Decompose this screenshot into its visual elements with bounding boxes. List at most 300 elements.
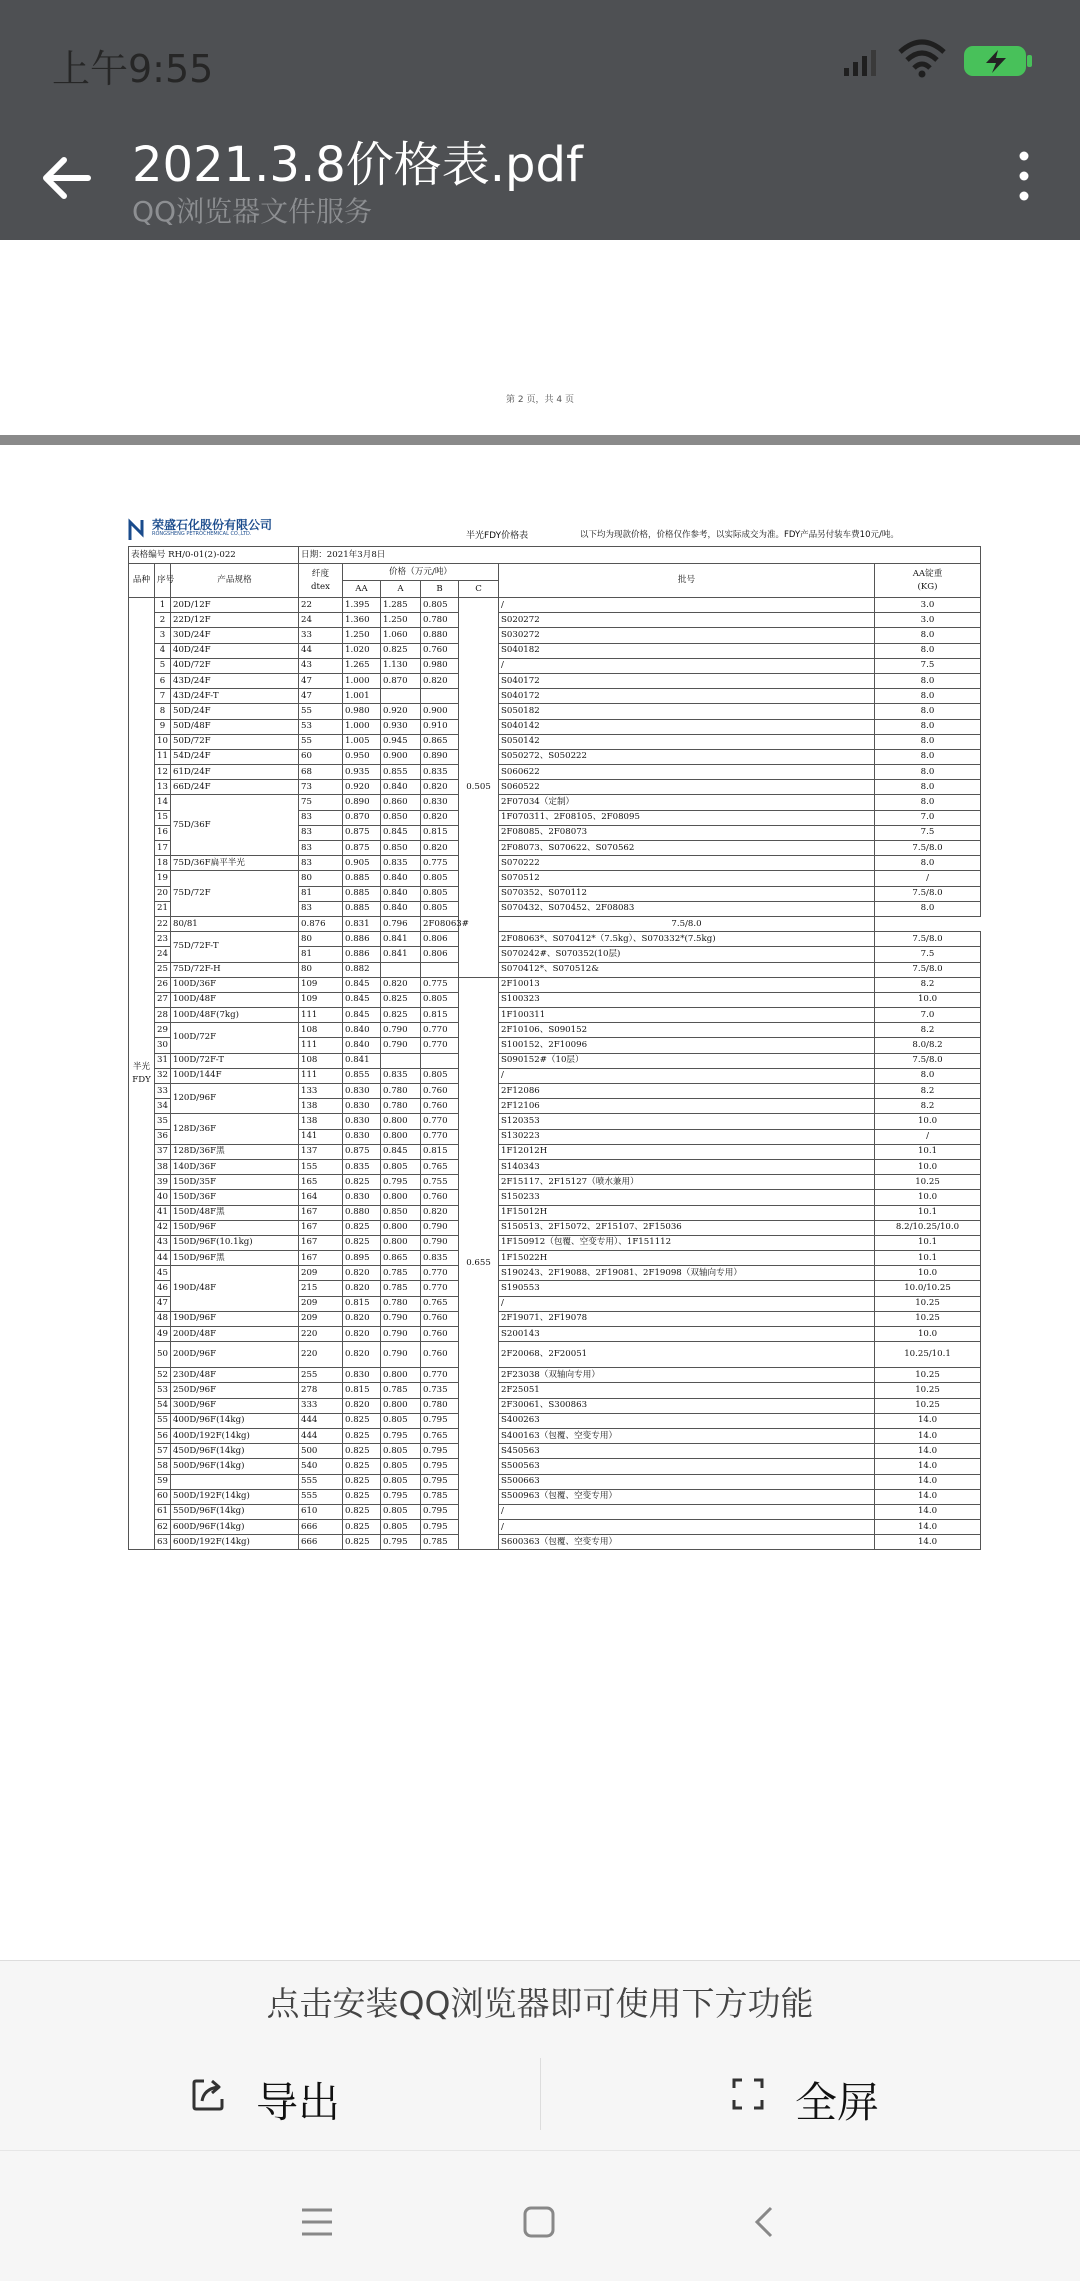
price-aa: 0.815 <box>343 1296 381 1311</box>
table-row <box>129 1144 981 1159</box>
price-aa: 0.875 <box>343 825 381 840</box>
table-row <box>129 780 981 795</box>
aa-weight: 8.0/8.2 <box>875 1038 981 1053</box>
batch-number: 2F08063*、S070412*（7.5kg）、S070332*(7.5kg) <box>499 932 875 947</box>
price-b: 0.770 <box>421 1368 459 1383</box>
fineness-dtex: 137 <box>299 1144 343 1159</box>
variety-cell: 半光 FDY <box>129 598 155 1550</box>
table-meta-row <box>129 547 981 564</box>
fineness-dtex: 167 <box>299 1251 343 1266</box>
price-aa: 1.250 <box>343 628 381 643</box>
row-number: 31 <box>155 1053 171 1068</box>
price-aa: 1.005 <box>343 734 381 749</box>
fineness-dtex: 73 <box>299 780 343 795</box>
export-button[interactable] <box>0 2050 540 2140</box>
aa-weight: 14.0 <box>875 1535 981 1550</box>
menu-icon[interactable] <box>300 2207 334 2237</box>
product-spec: 100D/48F(7kg) <box>171 1008 299 1023</box>
price-aa: 0.820 <box>343 1398 381 1413</box>
row-number: 33 <box>155 1084 171 1099</box>
product-spec: 128D/36F <box>171 1114 299 1144</box>
row-number: 50 <box>155 1342 171 1368</box>
price-a: 0.841 <box>381 947 421 962</box>
table-row <box>129 658 981 673</box>
fineness-dtex: 108 <box>299 1023 343 1038</box>
aa-weight: 14.0 <box>875 1428 981 1443</box>
row-number: 29 <box>155 1023 171 1038</box>
price-aa: 0.820 <box>343 1281 381 1296</box>
product-spec: 500D/192F(14kg) <box>171 1489 299 1504</box>
price-b: 0.835 <box>421 1251 459 1266</box>
price-b: 0.760 <box>421 1327 459 1342</box>
header-fineness-label: 纤度 <box>311 568 330 579</box>
header-weight-unit: (KG) <box>917 581 938 592</box>
price-b: 0.820 <box>421 780 459 795</box>
price-b: 0.865 <box>421 734 459 749</box>
page-indicator: 第 2 页，共 4 页 <box>506 395 574 405</box>
fineness-dtex: 220 <box>299 1342 343 1368</box>
price-aa: 0.830 <box>343 1129 381 1144</box>
price-a: 0.780 <box>381 1099 421 1114</box>
product-spec: 66D/24F <box>171 780 299 795</box>
batch-number: / <box>499 658 875 673</box>
aa-weight: 10.25/10.1 <box>875 1342 981 1368</box>
price-a: 0.835 <box>381 856 421 871</box>
table-row <box>129 1235 981 1250</box>
header-weight <box>875 564 981 598</box>
date-cell <box>299 547 981 564</box>
product-spec: 100D/144F <box>171 1068 299 1083</box>
aa-weight: 7.0 <box>875 1008 981 1023</box>
product-spec: 450D/96F(14kg) <box>171 1444 299 1459</box>
product-spec: 40D/24F <box>171 643 299 658</box>
row-number: 59 <box>155 1474 171 1489</box>
table-row <box>129 1520 981 1535</box>
price-b: 0.805 <box>421 886 459 901</box>
price-b: 0.796 <box>381 916 421 931</box>
batch-number: S040182 <box>499 643 875 658</box>
price-aa: 0.870 <box>343 810 381 825</box>
batch-number: S070412*、S070512& <box>499 962 875 977</box>
batch-number: S040142 <box>499 719 875 734</box>
price-document <box>128 512 980 1550</box>
aa-weight: 8.2 <box>875 1099 981 1114</box>
price-a: 0.840 <box>381 780 421 795</box>
price-b: 0.795 <box>421 1413 459 1428</box>
batch-number: 2F23038（双轴向专用） <box>499 1368 875 1383</box>
batch-number: S090152#（10层） <box>499 1053 875 1068</box>
aa-weight: 10.25 <box>875 1296 981 1311</box>
row-number: 13 <box>155 780 171 795</box>
table-row <box>129 704 981 719</box>
table-row <box>129 1205 981 1220</box>
price-aa: 0.830 <box>343 1190 381 1205</box>
price-a: 0.870 <box>381 673 421 688</box>
table-row <box>129 613 981 628</box>
fineness-dtex: 141 <box>299 1129 343 1144</box>
table-row <box>129 1023 981 1038</box>
header-dtex: dtex <box>311 581 330 592</box>
price-b: 0.815 <box>421 1144 459 1159</box>
price-aa: 0.825 <box>343 1444 381 1459</box>
fineness-dtex: 278 <box>299 1383 343 1398</box>
fineness-dtex: 133 <box>299 1084 343 1099</box>
product-spec: 150D/96F(10.1kg) <box>171 1235 299 1250</box>
product-spec: 500D/96F(14kg) <box>171 1459 299 1474</box>
product-spec: 100D/72F <box>171 1023 299 1053</box>
batch-number: 2F20068、2F20051 <box>499 1342 875 1368</box>
table-row <box>129 1428 981 1443</box>
table-row <box>129 1398 981 1413</box>
aa-weight: 8.0 <box>875 795 981 810</box>
aa-weight: 3.0 <box>875 598 981 613</box>
product-spec: 30D/24F <box>171 628 299 643</box>
table-row <box>129 1084 981 1099</box>
install-prompt[interactable]: 点击安装QQ浏览器即可使用下方功能 <box>266 1984 814 2023</box>
row-number: 56 <box>155 1428 171 1443</box>
row-number: 5 <box>155 658 171 673</box>
row-number: 27 <box>155 992 171 1007</box>
batch-number: 2F08085、2F08073 <box>499 825 875 840</box>
price-a: 0.790 <box>381 1311 421 1326</box>
row-number: 1 <box>155 598 171 613</box>
aa-weight: 8.0 <box>875 673 981 688</box>
product-spec: 230D/48F <box>171 1368 299 1383</box>
table-row <box>129 932 981 947</box>
fineness-dtex: 540 <box>299 1459 343 1474</box>
price-aa: 0.825 <box>343 1428 381 1443</box>
price-aa: 0.825 <box>343 1520 381 1535</box>
batch-number: 2F10106、S090152 <box>499 1023 875 1038</box>
table-row <box>129 643 981 658</box>
fineness-dtex: 164 <box>299 1190 343 1205</box>
table-row <box>129 1266 981 1281</box>
batch-number: S040172 <box>499 673 875 688</box>
row-number: 34 <box>155 1099 171 1114</box>
price-aa: 0.885 <box>343 901 381 916</box>
row-number: 22 <box>155 916 171 931</box>
wifi-icon <box>896 38 948 78</box>
row-number: 38 <box>155 1159 171 1174</box>
aa-weight: 8.0 <box>875 689 981 704</box>
back-icon[interactable] <box>752 2205 776 2239</box>
table-row <box>129 1190 981 1205</box>
aa-weight: 7.5 <box>875 658 981 673</box>
row-number: 32 <box>155 1068 171 1083</box>
table-row <box>129 992 981 1007</box>
fullscreen-button[interactable] <box>541 2050 1080 2140</box>
batch-number: S500663 <box>499 1474 875 1489</box>
fineness-dtex: 220 <box>299 1327 343 1342</box>
price-aa: 0.815 <box>343 1383 381 1398</box>
product-spec: 50D/72F <box>171 734 299 749</box>
table-row <box>129 1504 981 1519</box>
fineness-dtex: 155 <box>299 1159 343 1174</box>
fineness-dtex: 80/81 <box>171 916 299 931</box>
header-grade-c: C <box>459 581 499 598</box>
aa-weight: 8.0 <box>875 780 981 795</box>
row-number: 37 <box>155 1144 171 1159</box>
aa-weight: 8.0 <box>875 734 981 749</box>
price-a: 0.805 <box>381 1444 421 1459</box>
price-aa: 0.825 <box>343 1235 381 1250</box>
price-a: 0.800 <box>381 1129 421 1144</box>
price-aa: 0.845 <box>343 992 381 1007</box>
batch-number: / <box>499 598 875 613</box>
system-nav-bar <box>0 2150 1080 2281</box>
batch-number: S130223 <box>499 1129 875 1144</box>
price-a: 0.800 <box>381 1368 421 1383</box>
price-a: 0.800 <box>381 1190 421 1205</box>
price-b: 0.820 <box>421 1205 459 1220</box>
batch-number: 2F12086 <box>499 1084 875 1099</box>
aa-weight: 10.0 <box>875 1327 981 1342</box>
batch-number: / <box>499 1296 875 1311</box>
price-a: 1.285 <box>381 598 421 613</box>
fineness-dtex: 80 <box>299 962 343 977</box>
aa-weight: 8.0 <box>875 1068 981 1083</box>
price-a <box>381 689 421 704</box>
aa-weight: 14.0 <box>875 1489 981 1504</box>
fineness-dtex: 80 <box>299 932 343 947</box>
price-b: 0.815 <box>421 1008 459 1023</box>
aa-weight: 7.5/8.0 <box>875 886 981 901</box>
table-row <box>129 1159 981 1174</box>
batch-number: 1F070311、2F08105、2F08095 <box>499 810 875 825</box>
row-number: 12 <box>155 765 171 780</box>
price-aa: 0.820 <box>343 1327 381 1342</box>
aa-weight: 8.2/10.25/10.0 <box>875 1220 981 1235</box>
header-weight-label: AA锭重 <box>912 568 943 579</box>
fineness-dtex: 500 <box>299 1444 343 1459</box>
price-a: 0.795 <box>381 1175 421 1190</box>
batch-number: S070352、S070112 <box>499 886 875 901</box>
fineness-dtex: 83 <box>299 841 343 856</box>
batch-number: S050142 <box>499 734 875 749</box>
row-number: 61 <box>155 1504 171 1519</box>
date-label: 日期： <box>301 549 327 560</box>
price-b: 0.805 <box>421 598 459 613</box>
aa-weight: 8.2 <box>875 1023 981 1038</box>
product-spec <box>171 1474 299 1489</box>
product-spec: 300D/96F <box>171 1398 299 1413</box>
table-row <box>129 1220 981 1235</box>
batch-number: S450563 <box>499 1444 875 1459</box>
fineness-dtex: 83 <box>299 856 343 871</box>
row-number: 48 <box>155 1311 171 1326</box>
product-spec: 150D/96F黑 <box>171 1251 299 1266</box>
row-number: 41 <box>155 1205 171 1220</box>
row-number: 28 <box>155 1008 171 1023</box>
aa-weight: 7.5/8.0 <box>875 841 981 856</box>
price-aa: 0.890 <box>343 795 381 810</box>
product-spec: 190D/48F <box>171 1266 299 1312</box>
price-a: 1.250 <box>381 613 421 628</box>
fineness-dtex: 111 <box>299 1068 343 1083</box>
price-b: 0.770 <box>421 1038 459 1053</box>
fineness-dtex: 138 <box>299 1099 343 1114</box>
row-number: 55 <box>155 1413 171 1428</box>
price-b: 0.780 <box>421 613 459 628</box>
batch-number: 2F15117、2F15127（喷水兼用） <box>499 1175 875 1190</box>
batch-number: 2F08073、S070622、S070562 <box>499 841 875 856</box>
price-a: 0.795 <box>381 1489 421 1504</box>
table-header-row <box>129 564 981 581</box>
batch-number: 1F12012H <box>499 1144 875 1159</box>
header-variety: 品种 <box>129 564 155 598</box>
aa-weight: 3.0 <box>875 613 981 628</box>
price-aa: 0.825 <box>343 1535 381 1550</box>
status-time: 上午9:55 <box>52 47 214 91</box>
fineness-dtex: 255 <box>299 1368 343 1383</box>
batch-number: S150233 <box>499 1190 875 1205</box>
price-aa: 0.882 <box>343 962 381 977</box>
price-aa: 0.825 <box>343 1459 381 1474</box>
price-b: 0.805 <box>421 871 459 886</box>
price-a: 1.060 <box>381 628 421 643</box>
price-aa: 0.841 <box>343 1053 381 1068</box>
export-icon <box>190 2077 226 2113</box>
price-aa: 1.001 <box>343 689 381 704</box>
row-number: 25 <box>155 962 171 977</box>
price-a: 0.825 <box>381 1008 421 1023</box>
product-spec: 43D/24F <box>171 673 299 688</box>
aa-weight: 10.0 <box>875 1114 981 1129</box>
price-a <box>381 962 421 977</box>
price-aa: 1.000 <box>343 673 381 688</box>
aa-weight: 8.0 <box>875 719 981 734</box>
back-arrow-icon[interactable] <box>36 148 96 208</box>
aa-weight: 7.5/8.0 <box>875 962 981 977</box>
header-fineness <box>299 564 343 598</box>
price-aa: 0.820 <box>343 1342 381 1368</box>
price-b: 0.765 <box>421 1296 459 1311</box>
product-spec: 140D/36F <box>171 1159 299 1174</box>
fineness-dtex: 167 <box>299 1235 343 1250</box>
header-grade-a: A <box>381 581 421 598</box>
fineness-dtex: 47 <box>299 689 343 704</box>
row-number: 58 <box>155 1459 171 1474</box>
price-a: 0.841 <box>381 932 421 947</box>
fineness-dtex: 81 <box>299 947 343 962</box>
date-value: 2021年3月8日 <box>326 549 386 560</box>
header-grade-aa: AA <box>343 581 381 598</box>
price-aa: 1.000 <box>343 719 381 734</box>
document-note: 以下均为现款价格，价格仅作参考，以实际成交为准。FDY产品另付装车费10元/吨。 <box>580 530 899 540</box>
price-a: 0.785 <box>381 1281 421 1296</box>
table-row <box>129 1008 981 1023</box>
price-b: 0.760 <box>421 1342 459 1368</box>
company-name: 荣盛石化股份有限公司 <box>152 518 273 532</box>
batch-number: 1F15012H <box>499 1205 875 1220</box>
price-aa: 0.845 <box>343 977 381 992</box>
row-number: 7 <box>155 689 171 704</box>
aa-weight: 10.0 <box>875 1266 981 1281</box>
price-a: 0.850 <box>381 1205 421 1220</box>
fineness-dtex: 666 <box>299 1520 343 1535</box>
product-spec: 54D/24F <box>171 749 299 764</box>
batch-number: S100152、2F10096 <box>499 1038 875 1053</box>
price-a: 0.831 <box>343 916 381 931</box>
batch-number: 2F08063# <box>421 916 459 931</box>
aa-weight: 10.25 <box>875 1398 981 1413</box>
product-spec: 61D/24F <box>171 765 299 780</box>
price-a: 0.850 <box>381 810 421 825</box>
price-aa: 0.835 <box>343 1159 381 1174</box>
batch-number: 1F15022H <box>499 1251 875 1266</box>
price-b <box>421 1053 459 1068</box>
fineness-dtex: 83 <box>299 825 343 840</box>
table-row <box>129 628 981 643</box>
aa-weight: 7.0 <box>875 810 981 825</box>
row-number: 8 <box>155 704 171 719</box>
more-options-icon[interactable] <box>1014 148 1034 204</box>
price-aa: 0.880 <box>343 1205 381 1220</box>
price-aa: 0.825 <box>343 1413 381 1428</box>
price-b: 0.735 <box>421 1383 459 1398</box>
price-aa: 0.840 <box>343 1023 381 1038</box>
batch-number: S070432、S070452、2F08083 <box>499 901 875 916</box>
price-aa: 0.950 <box>343 749 381 764</box>
aa-weight: 10.1 <box>875 1251 981 1266</box>
home-icon[interactable] <box>522 2205 556 2239</box>
table-row <box>129 795 981 810</box>
aa-weight: / <box>875 1129 981 1144</box>
price-c: 0.655 <box>459 977 499 1550</box>
price-b <box>421 689 459 704</box>
price-a: 0.855 <box>381 765 421 780</box>
price-aa: 0.825 <box>343 1504 381 1519</box>
fineness-dtex: 444 <box>299 1413 343 1428</box>
price-a: 1.130 <box>381 658 421 673</box>
aa-weight: 8.0 <box>875 856 981 871</box>
fineness-dtex: 33 <box>299 628 343 643</box>
batch-number: 1F150912（包覆、空变专用）、1F151112 <box>499 1235 875 1250</box>
batch-number: S120353 <box>499 1114 875 1129</box>
batch-number: 2F30061、S300863 <box>499 1398 875 1413</box>
price-b: 0.785 <box>421 1535 459 1550</box>
price-aa: 0.825 <box>343 1220 381 1235</box>
batch-number: S500963（包覆、空变专用） <box>499 1489 875 1504</box>
product-spec: 22D/12F <box>171 613 299 628</box>
product-spec: 250D/96F <box>171 1383 299 1398</box>
pdf-page-previous <box>0 240 1080 435</box>
price-a: 0.805 <box>381 1159 421 1174</box>
price-aa: 0.820 <box>343 1311 381 1326</box>
price-a: 0.900 <box>381 749 421 764</box>
price-b: 0.980 <box>421 658 459 673</box>
table-row <box>129 673 981 688</box>
export-label: 导出 <box>256 2078 341 2127</box>
fineness-dtex: 24 <box>299 613 343 628</box>
price-b: 0.770 <box>421 1281 459 1296</box>
price-aa: 1.360 <box>343 613 381 628</box>
row-number: 10 <box>155 734 171 749</box>
row-number: 35 <box>155 1114 171 1129</box>
price-a: 0.840 <box>381 901 421 916</box>
table-row <box>129 1535 981 1550</box>
price-b: 0.806 <box>421 932 459 947</box>
aa-weight: 10.25 <box>875 1311 981 1326</box>
fineness-dtex: 55 <box>299 734 343 749</box>
product-spec: 20D/12F <box>171 598 299 613</box>
row-number: 30 <box>155 1038 171 1053</box>
row-number: 42 <box>155 1220 171 1235</box>
product-spec: 100D/36F <box>171 977 299 992</box>
table-row <box>129 1311 981 1326</box>
table-row <box>129 1368 981 1383</box>
price-b: 0.765 <box>421 1159 459 1174</box>
